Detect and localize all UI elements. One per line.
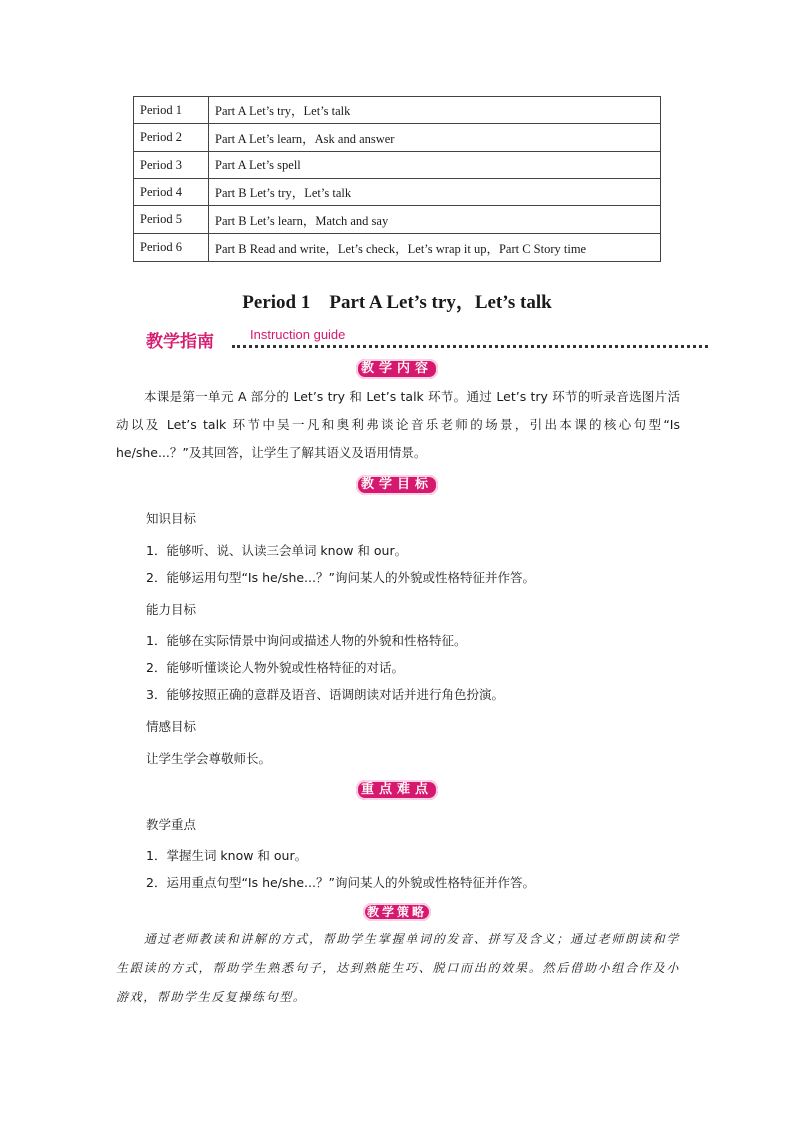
keypoints-badge: 重点难点 — [356, 780, 438, 800]
content-cell: Part B Read and write，Let’s check，Let’s wrap it up，Part C Story time — [209, 234, 661, 262]
knowledge-title: 知识目标 — [146, 511, 197, 526]
guide-subheading: Instruction guide — [250, 327, 346, 342]
content-cell: Part A Let’s learn，Ask and answer — [209, 124, 661, 152]
ability-item: 3．能够按照正确的意群及语音、语调朗读对话并进行角色扮演。 — [146, 687, 504, 702]
period-cell: Period 4 — [134, 179, 209, 206]
goals-badge-row — [0, 473, 794, 495]
table-row — [134, 97, 661, 124]
ability-title: 能力目标 — [146, 602, 197, 617]
table-row — [134, 206, 661, 234]
knowledge-item: 1．能够听、说、认读三会单词 know 和 our。 — [146, 543, 408, 558]
content-cell: Part A Let’s spell — [209, 152, 661, 179]
content-cell: Part A Let’s try，Let’s talk — [209, 97, 661, 124]
focus-item: 2．运用重点句型“Is he/she...？”询问某人的外貌或性格特征并作答。 — [146, 875, 535, 890]
focus-title: 教学重点 — [146, 817, 197, 832]
content-badge-row — [0, 357, 794, 379]
content-cell: Part B Let’s learn，Match and say — [209, 206, 661, 234]
period-cell: Period 3 — [134, 152, 209, 179]
table-row — [134, 152, 661, 179]
strategy-paragraph: 通过老师教读和讲解的方式，帮助学生掌握单词的发音、拼写及含义；通过老师朗读和学生跟读的方式，帮助学生熟悉句子，达到熟能生巧、脱口而出的效果。然后借助小组合作及小游戏，帮助学生反复操练句型。 — [116, 932, 680, 1004]
table-row — [134, 179, 661, 206]
period-table — [133, 96, 661, 262]
emotion-text: 让学生学会尊敬师长。 — [146, 751, 272, 766]
knowledge-item: 2．能够运用句型“Is he/she...？”询问某人的外貌或性格特征并作答。 — [146, 570, 535, 585]
strategy-badge: 教学策略 — [363, 903, 431, 921]
page-title: Period 1 Part A Let’s try，Let’s talk — [242, 292, 552, 313]
ability-item: 1．能够在实际情景中询问或描述人物的外貌和性格特征。 — [146, 633, 467, 648]
content-paragraph: 本课是第一单元 A 部分的 Let’s try 和 Let’s talk 环节。通过 Let’s try 环节的听录音选图片活动以及 Let’s talk 环节中吴一凡和奥利弗谈论音乐老师的场景，引出本课的核心句型“Is he/she...？”及其回答，让学生了解其语义及语用情景。 — [116, 389, 680, 460]
dotted-divider — [232, 335, 708, 348]
content-cell: Part B Let’s try，Let’s talk — [209, 179, 661, 206]
emotion-title: 情感目标 — [146, 719, 197, 734]
goals-badge: 教学目标 — [356, 475, 438, 495]
keypoints-badge-row — [0, 778, 794, 800]
table-row — [134, 234, 661, 262]
period-cell: Period 6 — [134, 234, 209, 262]
ability-item: 2．能够听懂谈论人物外貌或性格特征的对话。 — [146, 660, 404, 675]
guide-heading: 教学指南 — [146, 332, 214, 352]
strategy-badge-row — [0, 901, 794, 921]
period-cell: Period 1 — [134, 97, 209, 124]
focus-item: 1．掌握生词 know 和 our。 — [146, 848, 308, 863]
period-cell: Period 2 — [134, 124, 209, 152]
content-badge: 教学内容 — [356, 359, 438, 379]
table-row — [134, 124, 661, 152]
period-cell: Period 5 — [134, 206, 209, 234]
